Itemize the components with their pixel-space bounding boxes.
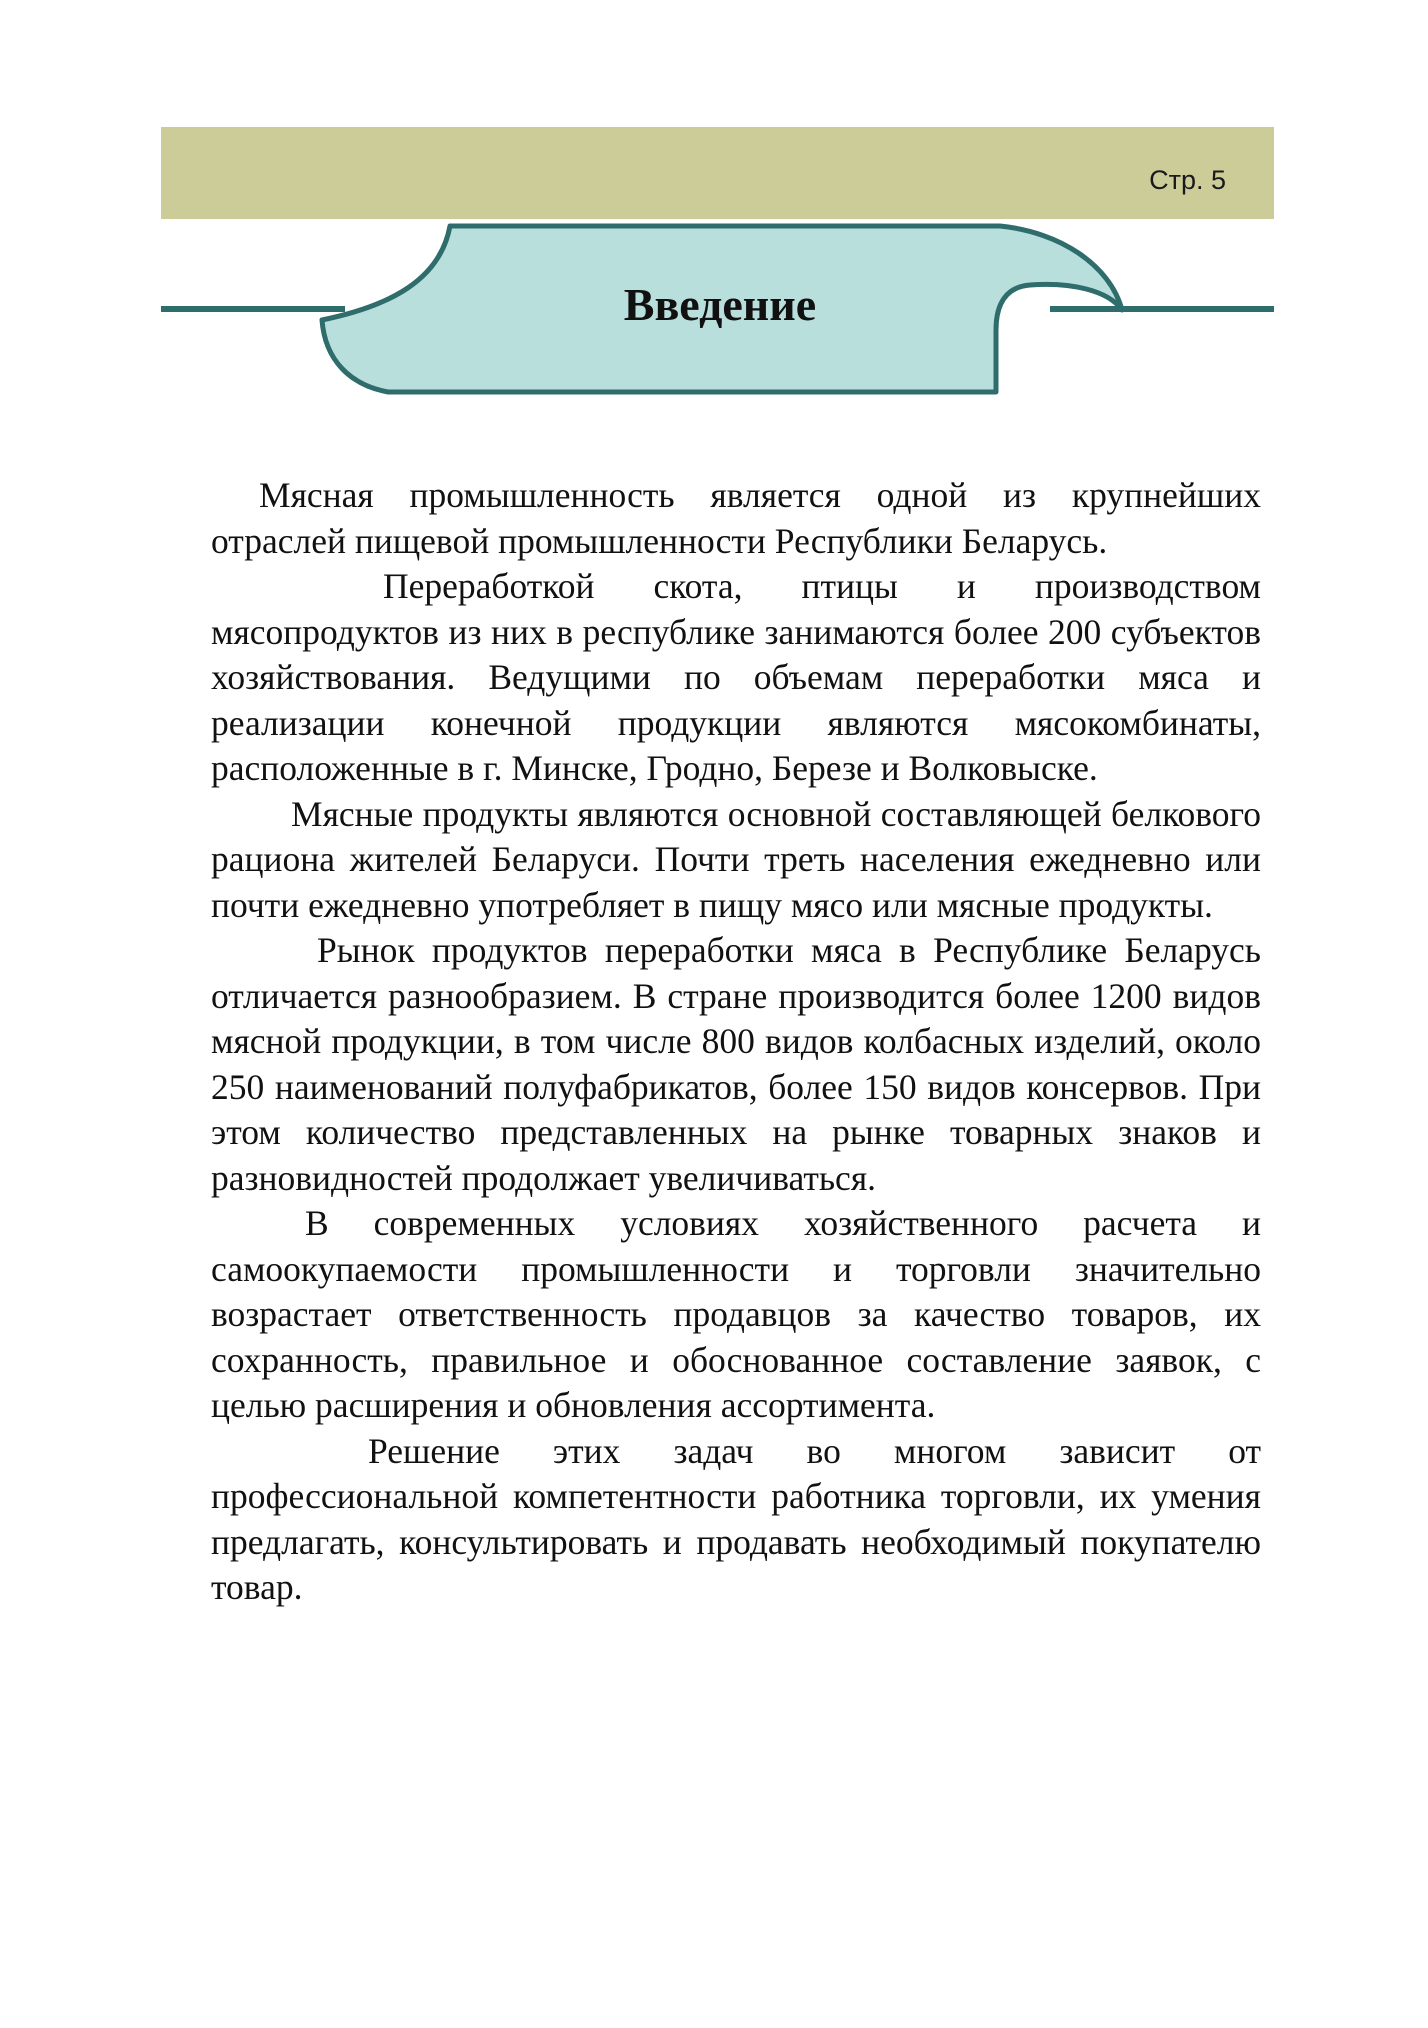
page-title: Введение bbox=[623, 279, 817, 330]
paragraph: Переработкой скота, птицы и производством мясопродуктов из них в республике занимаются более 200 субъектов хозяйствования. Ведущими по объемам переработки мяса и реализации конечной продукции являются мясокомбинаты, расположенные в г. Минске, Гродно, Березе и Волковыске. bbox=[211, 566, 1261, 788]
paragraph: В современных условиях хозяйственного расчета и самоокупаемости промышленности и торговли значительно возрастает ответственность продавцов за качество товаров, их сохранность, правильное и обоснованное составление заявок, с целью расширения и обновления ассортимента. bbox=[211, 1203, 1261, 1425]
body-text bbox=[211, 473, 1261, 1611]
title-tab-graphic bbox=[0, 0, 1428, 420]
paragraph: Рынок продуктов переработки мяса в Республике Беларусь отличается разнообразием. В стране производится более 1200 видов мясной продукции, в том числе 800 видов колбасных изделий, около 250 наименований полуфабрикатов, более 150 видов консервов. При этом количество представленных на рынке товарных знаков и разновидностей продолжает увеличиваться. bbox=[211, 930, 1261, 1198]
page-number: Стр. 5 bbox=[1149, 165, 1226, 195]
paragraph: Мясная промышленность является одной из крупнейших отраслей пищевой промышленности Республики Беларусь. bbox=[211, 475, 1261, 561]
paragraph: Мясные продукты являются основной составляющей белкового рациона жителей Беларуси. Почти треть населения ежедневно или почти ежедневно употребляет в пищу мясо или мясные продукты. bbox=[211, 793, 1261, 925]
paragraph: Решение этих задач во многом зависит от профессиональной компетентности работника торговли, их умения предлагать, консультировать и продавать необходимый покупателю товар. bbox=[211, 1430, 1261, 1607]
